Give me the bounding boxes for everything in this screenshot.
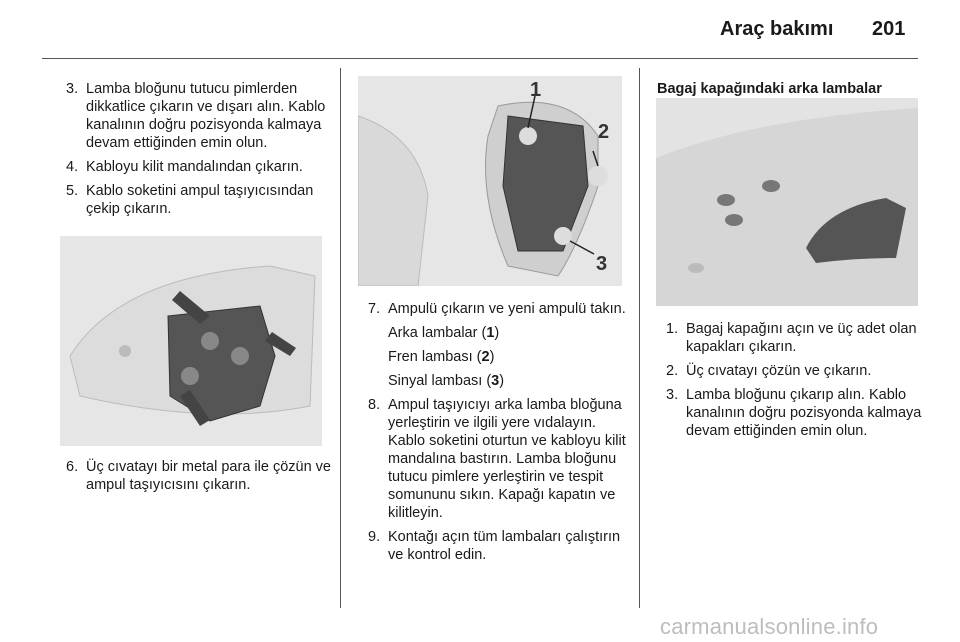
page-header-title: Araç bakımı [720,18,834,40]
list-item [66,182,332,218]
list-item [66,458,332,494]
sub-item-rear-lights: Arka lambalar (1) [388,325,500,341]
item-number: 4. [66,159,79,175]
list-item [666,320,924,356]
list-item [368,396,632,522]
column-divider-2 [639,68,640,608]
figure-label-3: 3 [596,253,608,275]
item-text: Üç cıvatayı bir metal para ile çözün ve ampul taşıyıcısını çıkarın. [86,459,331,493]
figure-bulb-carrier-bolts [60,236,322,446]
item-text: Ampul taşıyıcıyı arka lamba bloğuna yerleştirin ve ilgili yere vıdalayın. Kablo soketini oturtun ve kabloyu kilit mandalına bastırın. Lamba bloğunu tutucu pimlere yerleştirin ve tespit somununu sıkın. Kapağı kapatın ve kilitleyin. [388,397,626,521]
sub-item-brake-light: Fren lambası (2) [388,349,495,365]
instruction-list-1 [66,80,332,218]
list-item [66,158,332,176]
figure-label-2: 2 [598,121,610,143]
item-text: Kontağı açın tüm lambaları çalıştırın ve kontrol edin. [388,529,621,563]
column-1-lower [66,458,332,500]
figure-label-1: 1 [530,79,542,101]
figure-bulb-positions [358,76,622,286]
item-text: Üç cıvatayı çözün ve çıkarın. [686,363,872,379]
item-text: Ampulü çıkarın ve yeni ampulü takın. [388,301,626,317]
item-text: Kablo soketini ampul taşıyıcısından çekip çıkarın. [86,183,314,217]
instruction-list-2 [368,300,632,318]
column-divider-1 [340,68,341,608]
item-number: 7. [368,301,381,317]
item-number: 8. [368,397,381,413]
list-item [666,386,924,440]
item-number: 2. [666,363,679,379]
list-item [66,80,332,152]
item-number: 3. [666,387,679,403]
column-1 [66,80,332,224]
list-item [368,300,632,318]
list-item [368,528,632,564]
item-number: 9. [368,529,381,545]
header-rule [42,58,918,59]
instruction-list-1b [66,458,332,494]
sub-item-turn-signal: Sinyal lambası (3) [388,373,505,389]
instruction-list-2b [368,396,632,564]
column-3 [666,320,924,446]
instruction-list-3 [666,320,924,440]
item-text: Kabloyu kilit mandalından çıkarın. [86,159,303,175]
column-2 [368,300,632,570]
item-text: Lamba bloğunu tutucu pimlerden dikkatlice çıkarın ve dışarı alın. Kablo kanalının doğru pozisyonda kalmaya devam ettiğinden emin olun. [86,81,326,151]
figure-tailgate [656,98,918,306]
item-number: 5. [66,183,79,199]
item-text: Bagaj kapağını açın ve üç adet olan kapakları çıkarın. [686,321,917,355]
item-number: 1. [666,321,679,337]
list-item [666,362,924,380]
item-number: 6. [66,459,79,475]
item-number: 3. [66,81,79,97]
watermark: carmanualsonline.info [660,614,879,639]
item-text: Lamba bloğunu çıkarıp alın. Kablo kanalının doğru pozisyonda kalmaya devam ettiğinden emin olun. [686,387,922,439]
page-number: 201 [872,18,906,40]
section-title: Bagaj kapağındaki arka lambalar [657,81,882,97]
